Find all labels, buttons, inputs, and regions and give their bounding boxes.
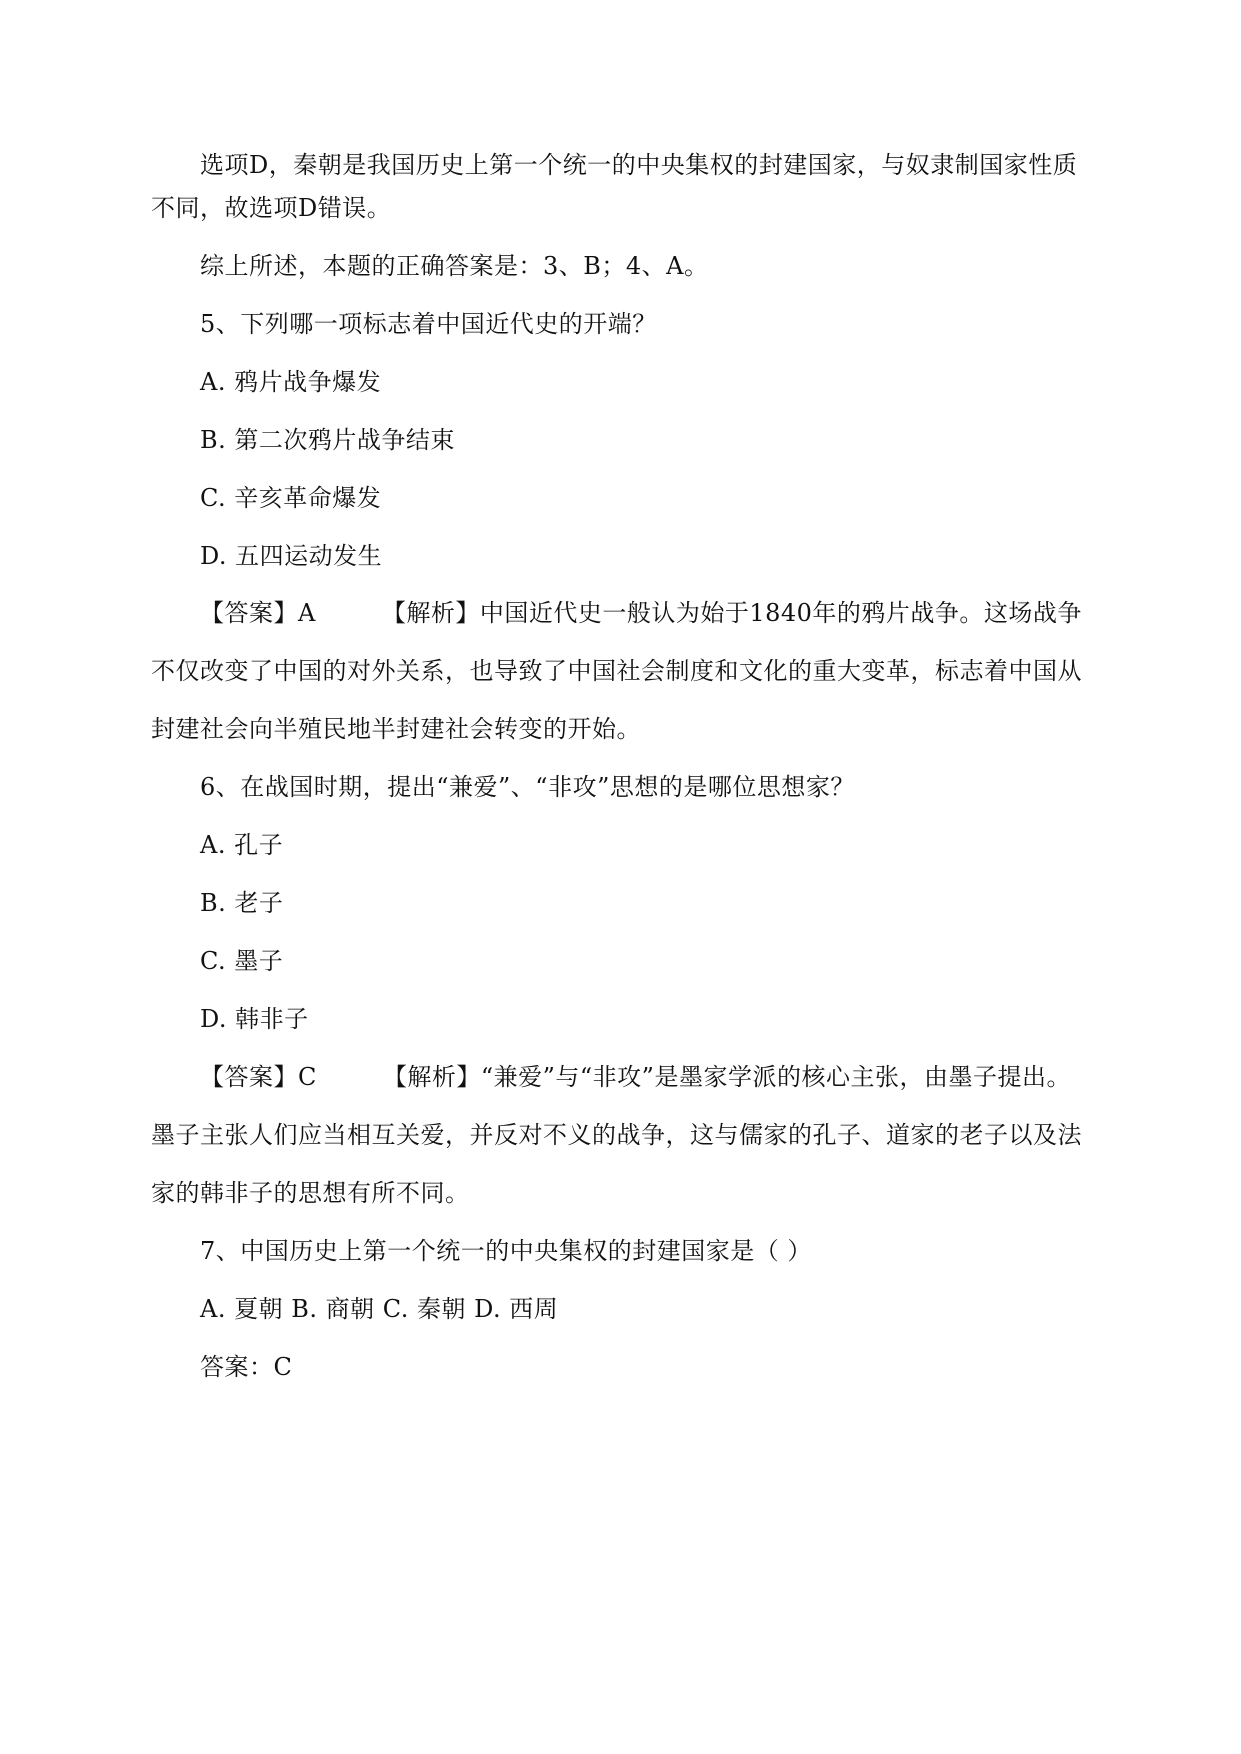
text-line: 选项D，秦朝是我国历史上第一个统一的中央集权的封建国家，与奴隶制国家性质 — [200, 151, 1078, 179]
q6-option-b: B. 老子 — [200, 889, 284, 917]
q5-option-d: D. 五四运动发生 — [200, 542, 383, 570]
q7-options: A. 夏朝 B. 商朝 C. 秦朝 D. 西周 — [200, 1295, 559, 1323]
q7-answer: 答案：C — [200, 1353, 293, 1381]
q5-analysis-line: 不仅改变了中国的对外关系，也导致了中国社会制度和文化的重大变革，标志着中国从 — [151, 657, 1082, 685]
q6-analysis-line: 家的韩非子的思想有所不同。 — [151, 1179, 470, 1207]
text-line: 不同，故选项D错误。 — [151, 194, 392, 222]
q5-analysis: 【解析】中国近代史一般认为始于1840年的鸦片战争。这场战争 — [381, 599, 1082, 627]
q5-option-a: A. 鸦片战争爆发 — [200, 368, 382, 396]
q5-option-c: C. 辛亥革命爆发 — [200, 484, 382, 512]
summary-line: 综上所述，本题的正确答案是：3、B；4、A。 — [200, 252, 709, 280]
q6-option-d: D. 韩非子 — [200, 1005, 309, 1033]
q5-answer-line — [200, 598, 1082, 628]
question-5: 5、下列哪一项标志着中国近代史的开端？ — [200, 310, 657, 338]
q6-analysis: 【解析】“兼爱”与“非攻”是墨家学派的核心主张，由墨子提出。 — [382, 1063, 1071, 1091]
question-7: 7、中国历史上第一个统一的中央集权的封建国家是（ ） — [200, 1237, 812, 1265]
q5-option-b: B. 第二次鸦片战争结束 — [200, 426, 455, 454]
q6-option-a: A. 孔子 — [200, 831, 284, 859]
q6-analysis-line: 墨子主张人们应当相互关爱，并反对不义的战争，这与儒家的孔子、道家的老子以及法 — [151, 1121, 1082, 1149]
q5-analysis-line: 封建社会向半殖民地半封建社会转变的开始。 — [151, 715, 641, 743]
q5-answer-label: 【答案】A — [200, 599, 316, 627]
q6-answer-label: 【答案】C — [200, 1063, 317, 1091]
q6-option-c: C. 墨子 — [200, 947, 284, 975]
q6-answer-line — [200, 1062, 1071, 1092]
question-6: 6、在战国时期，提出“兼爱”、“非攻”思想的是哪位思想家？ — [200, 773, 855, 801]
